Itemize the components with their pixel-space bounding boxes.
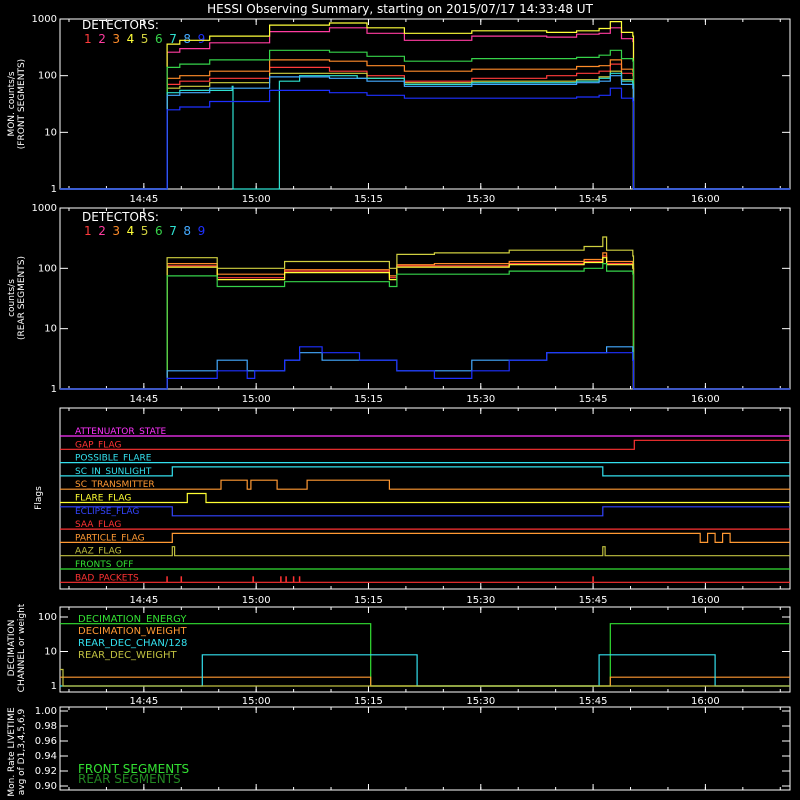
front-legend-digit: 1 (84, 32, 92, 46)
front-series-det-9 (60, 88, 790, 189)
front-counts-panel (7, 14, 790, 205)
front-x-tick-label: 14:45 (129, 194, 159, 205)
livetime-panel (7, 706, 790, 797)
dec-y-label: DECIMATION (7, 619, 17, 677)
dec-legend-item: DECIMATION_ENERGY (78, 614, 187, 625)
flag-label: SC_IN_SUNLIGHT (75, 466, 152, 477)
live-y-label: avg of D1,3,4,5,6,9 (17, 708, 27, 796)
flag-label: AAZ_FLAG (75, 546, 122, 557)
front-series-det-4 (60, 22, 790, 189)
front-legend-digit: 6 (155, 32, 163, 46)
live-y-tick-label: 1.00 (34, 706, 57, 717)
flag-label: FRONTS_OFF (75, 560, 134, 570)
front-legend-digit: 8 (183, 32, 192, 46)
dec-x-tick-label: 14:45 (129, 696, 159, 707)
rear-counts-panel (7, 203, 790, 405)
live-y-tick-label: 0.90 (34, 781, 57, 792)
dec-legend-item: DECIMATION_WEIGHT (78, 626, 187, 637)
rear-series-det-3 (60, 253, 790, 389)
flag-label: BAD_PACKETS (75, 573, 139, 584)
flag-line (60, 480, 790, 489)
front-x-tick-label: 15:45 (578, 194, 608, 205)
rear-legend-digit: 7 (169, 224, 177, 238)
live-y-tick-label: 0.92 (34, 766, 57, 777)
flag-label: SC_TRANSMITTER (75, 480, 155, 491)
rear-y-label: (REAR SEGMENTS) (17, 255, 27, 341)
rear-x-tick-label: 15:00 (241, 394, 271, 405)
flags-x-tick-label: 15:00 (241, 595, 271, 606)
flag-line (60, 467, 790, 476)
live-y-label: Mon. Rate LIVETIME (7, 707, 17, 797)
flag-label: GAP_FLAG (75, 440, 122, 451)
front-y-tick-label: 1 (50, 184, 57, 195)
flag-line (60, 494, 790, 503)
decimation-panel (7, 603, 790, 707)
chart-title: HESSI Observing Summary, starting on 2015/07/17 14:33:48 UT (207, 2, 593, 16)
rear-series-det-4 (60, 258, 790, 389)
flags-x-tick-label: 14:45 (129, 595, 159, 606)
rear-legend-digit: 5 (140, 224, 149, 238)
rear-y-tick-label: 1 (50, 384, 57, 395)
front-y-label: (FRONT SEGMENTS) (17, 58, 27, 150)
rear-x-tick-label: 15:15 (354, 394, 383, 405)
flags-x-tick-label: 15:45 (578, 595, 608, 606)
rear-x-tick-label: 14:45 (129, 394, 159, 405)
dec-x-tick-label: 16:00 (690, 696, 720, 707)
flag-label: ATTENUATOR_STATE (75, 427, 167, 437)
flags-panel (34, 408, 790, 606)
front-series-det-2 (60, 28, 790, 189)
rear-legend-digit: 8 (183, 224, 192, 238)
front-legend-title: DETECTORS: (82, 18, 159, 32)
rear-series-det-5 (60, 237, 790, 389)
rear-series-det-8 (60, 347, 790, 389)
front-legend-digit: 5 (140, 32, 149, 46)
dec-x-tick-label: 15:45 (578, 696, 608, 707)
flag-label: PARTICLE_FLAG (75, 533, 145, 544)
front-legend-digit: 2 (98, 32, 106, 46)
flags-y-label: Flags (34, 486, 44, 510)
dec-y-tick-label: 1 (50, 681, 57, 692)
flag-line (60, 507, 790, 516)
rear-x-tick-label: 15:30 (466, 394, 496, 405)
dec-legend-item: REAR_DEC_CHAN/128 (78, 638, 188, 649)
live-y-tick-label: 0.96 (34, 736, 57, 747)
front-legend-digit: 7 (169, 32, 177, 46)
front-legend-digit: 3 (112, 32, 121, 46)
flags-frame (60, 408, 790, 589)
dec-y-tick-label: 100 (37, 612, 57, 623)
front-x-tick-label: 15:00 (241, 194, 271, 205)
front-legend-digit: 9 (197, 32, 206, 46)
front-x-tick-label: 15:30 (466, 194, 496, 205)
flag-line (60, 440, 790, 449)
front-y-tick-label: 1000 (31, 14, 57, 25)
dec-x-tick-label: 15:15 (354, 696, 383, 707)
dec-series-2 (60, 677, 790, 686)
flags-x-tick-label: 15:15 (354, 595, 383, 606)
live-y-tick-label: 0.98 (34, 721, 57, 732)
flags-x-tick-label: 15:30 (466, 595, 496, 606)
dec-y-label: CHANNEL or weight (17, 603, 27, 693)
rear-x-tick-label: 16:00 (690, 394, 720, 405)
front-x-tick-label: 15:15 (354, 194, 383, 205)
rear-legend-digit: 1 (84, 224, 92, 238)
rear-y-tick-label: 100 (37, 263, 57, 275)
front-series-det-3 (60, 60, 790, 189)
rear-legend-digit: 3 (112, 224, 121, 238)
rear-y-label: counts/s (7, 279, 17, 317)
rear-legend-title: DETECTORS: (82, 210, 159, 224)
live-legend-item: REAR SEGMENTS (78, 772, 181, 786)
front-series-det-7 (60, 73, 790, 189)
flag-line (60, 547, 790, 556)
dec-x-tick-label: 15:30 (466, 696, 496, 707)
front-y-tick-label: 10 (44, 127, 57, 139)
flag-label: FLARE_FLAG (75, 493, 132, 504)
rear-series-det-6 (60, 264, 790, 389)
live-y-tick-label: 0.94 (34, 751, 57, 762)
rear-x-tick-label: 15:45 (578, 394, 608, 405)
rear-legend-digit: 6 (155, 224, 163, 238)
flag-label: POSSIBLE_FLARE (75, 453, 152, 464)
front-series-det-5 (60, 71, 790, 189)
flag-line (60, 533, 790, 542)
rear-legend-digit: 2 (98, 224, 106, 238)
dec-x-tick-label: 15:00 (241, 696, 271, 707)
rear-legend-digit: 4 (126, 224, 135, 238)
front-y-tick-label: 100 (37, 70, 57, 82)
front-y-label: MON. counts/s (7, 71, 17, 137)
front-legend-digit: 4 (126, 32, 135, 46)
rear-y-tick-label: 10 (44, 323, 57, 335)
rear-series-det-9 (60, 347, 790, 389)
rear-legend-digit: 9 (197, 224, 206, 238)
front-x-tick-label: 16:00 (690, 194, 720, 205)
flags-x-tick-label: 16:00 (690, 595, 720, 606)
dec-y-tick-label: 10 (44, 646, 57, 658)
flag-label: ECLIPSE_FLAG (75, 506, 140, 517)
flag-label: SAA_FLAG (75, 520, 122, 531)
rear-y-tick-label: 1000 (31, 203, 57, 214)
live-legend-item: FRONT SEGMENTS (78, 762, 190, 776)
dec-legend-item: REAR_DEC_WEIGHT (78, 650, 177, 661)
